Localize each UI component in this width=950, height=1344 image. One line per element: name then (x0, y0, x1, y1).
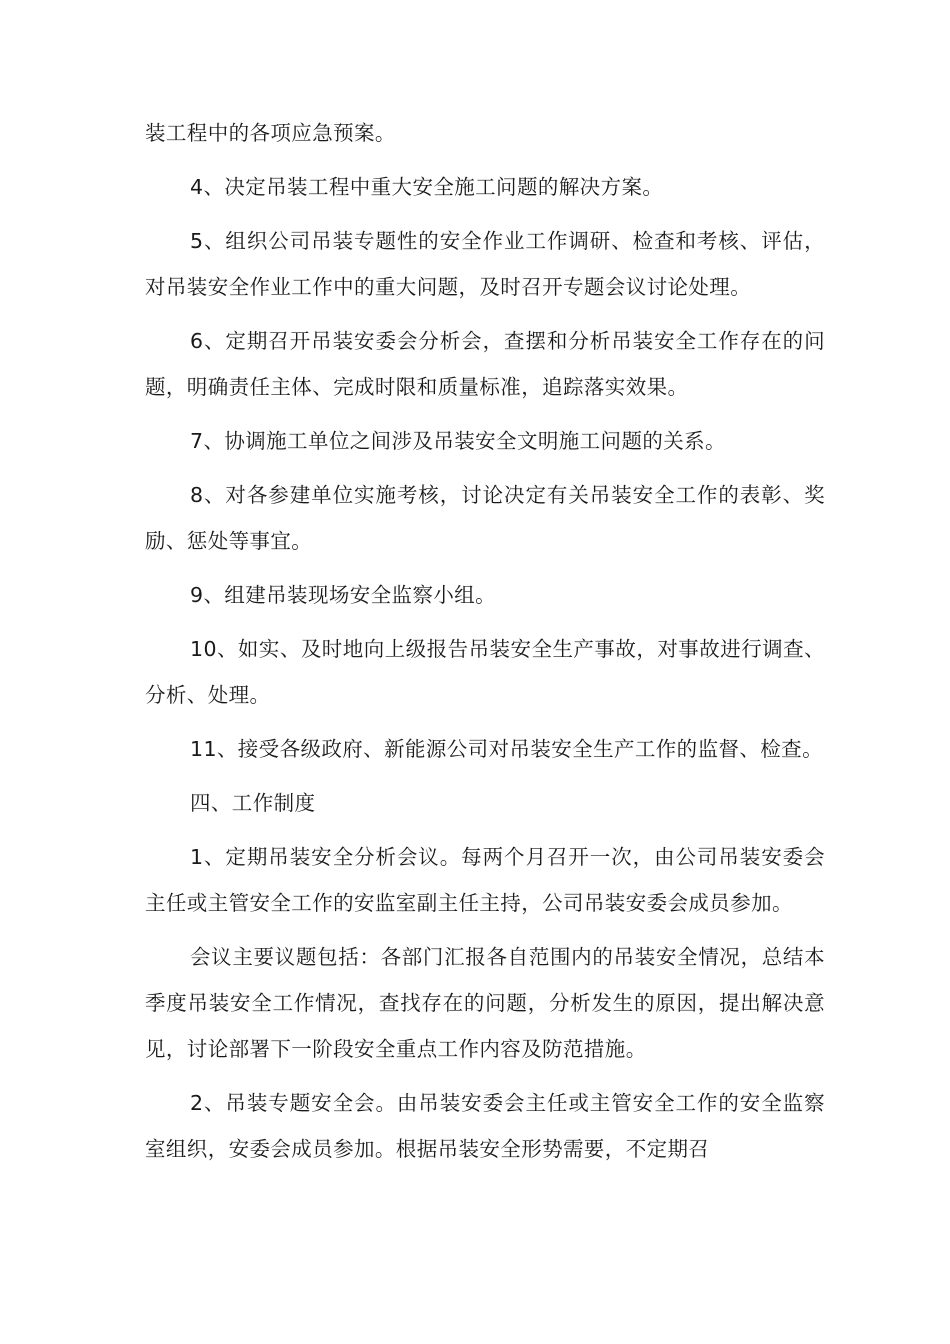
paragraph-item-8: 8、对各参建单位实施考核，讨论决定有关吊装安全工作的表彰、奖励、惩处等事宜。 (145, 483, 825, 553)
paragraph-item-6: 6、定期召开吊装安委会分析会，查摆和分析吊装安全工作存在的问题，明确责任主体、完成时限和质量标准，追踪落实效果。 (145, 329, 825, 399)
paragraph-item-9: 9、组建吊装现场安全监察小组。 (190, 583, 497, 607)
paragraph-item-5: 5、组织公司吊装专题性的安全作业工作调研、检查和考核、评估，对吊装安全作业工作中的重大问题，及时召开专题会议讨论处理。 (145, 229, 825, 299)
paragraph-item-11: 11、接受各级政府、新能源公司对吊装安全生产工作的监督、检查。 (190, 737, 823, 761)
document-body (145, 110, 825, 1180)
paragraph-item-7: 7、协调施工单位之间涉及吊装安全文明施工问题的关系。 (190, 429, 726, 453)
paragraph-rule-1: 1、定期吊装安全分析会议。每两个月召开一次，由公司吊装安委会主任或主管安全工作的安监室副主任主持，公司吊装安委会成员参加。 (145, 845, 825, 915)
paragraph-item-4: 4、决定吊装工程中重大安全施工问题的解决方案。 (190, 175, 664, 199)
section-heading-work-system: 四、工作制度 (190, 791, 316, 815)
paragraph-continuation: 装工程中的各项应急预案。 (145, 121, 396, 145)
paragraph-meeting-topics: 会议主要议题包括：各部门汇报各自范围内的吊装安全情况，总结本季度吊装安全工作情况，查找存在的问题，分析发生的原因，提出解决意见，讨论部署下一阶段安全重点工作内容及防范措施。 (145, 945, 825, 1061)
paragraph-item-10: 10、如实、及时地向上级报告吊装安全生产事故，对事故进行调查、分析、处理。 (145, 637, 825, 707)
paragraph-rule-2: 2、吊装专题安全会。由吊装安委会主任或主管安全工作的安全监察室组织，安委会成员参加。根据吊装安全形势需要，不定期召 (145, 1091, 825, 1161)
